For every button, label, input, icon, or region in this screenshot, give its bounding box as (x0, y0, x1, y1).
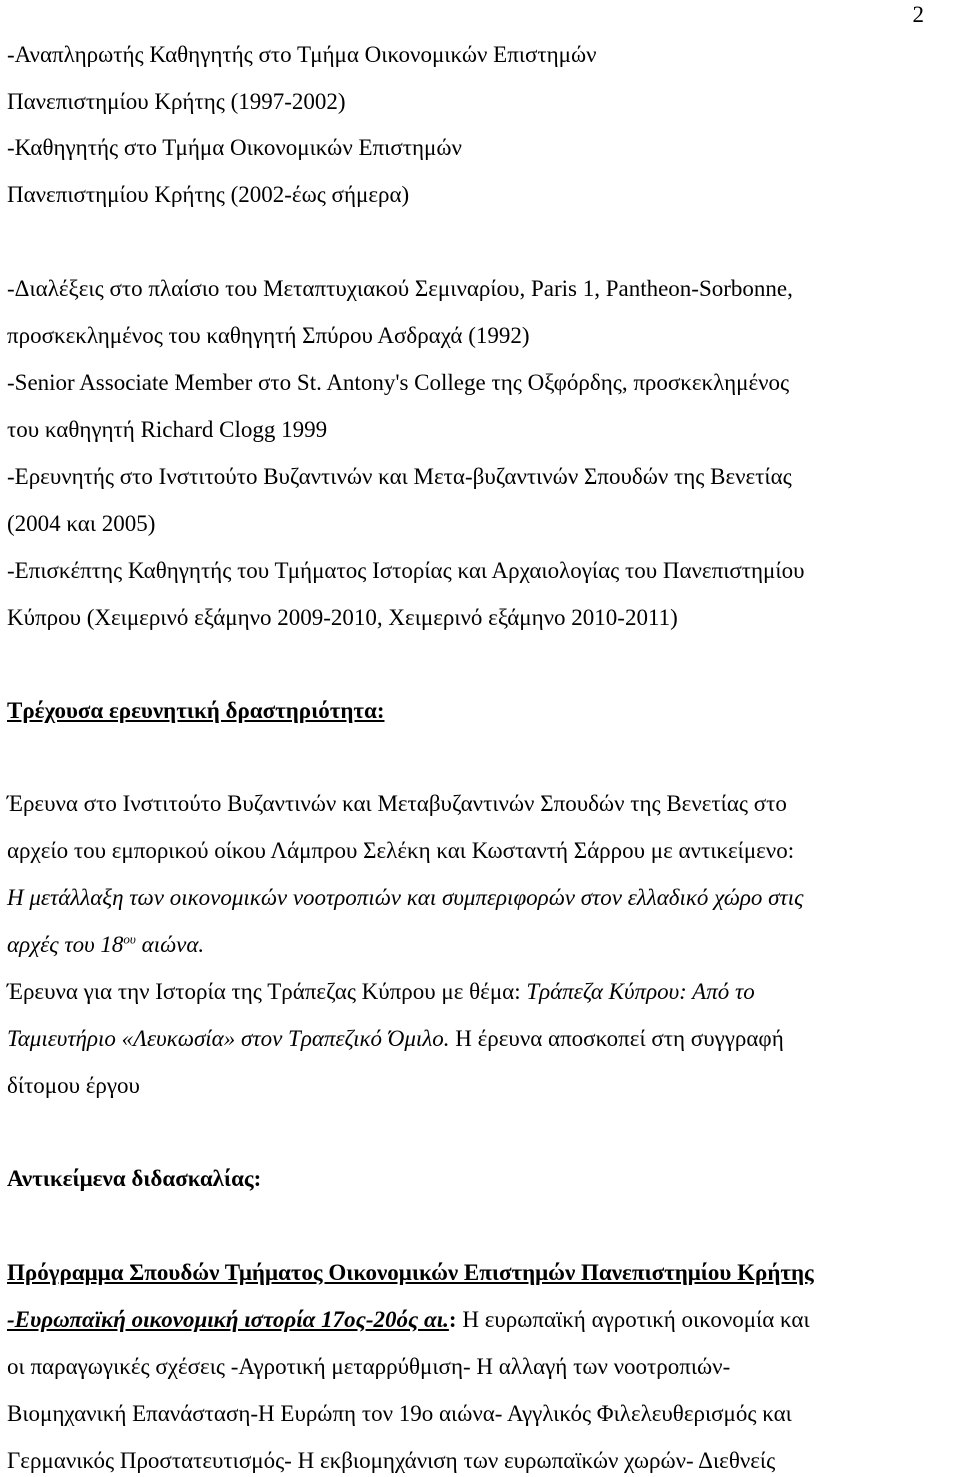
research-topic-text: αρχές του 18 (7, 932, 124, 957)
course-colon: : (448, 1307, 457, 1332)
position-line: -Αναπληρωτής Καθηγητής στο Τμήμα Οικονομικών Επιστημών (7, 42, 597, 67)
research-topic-line (7, 930, 204, 960)
course-description-line: Γερμανικός Προστατευτισμός- Η εκβιομηχάνιση των ευρωπαϊκών χωρών- Διεθνείς (7, 1448, 776, 1473)
course-description: Η ευρωπαϊκή αγροτική οικονομία και (456, 1307, 810, 1332)
research-line (7, 1024, 784, 1054)
research-line: δίτομου έργου (7, 1073, 140, 1098)
research-line: Έρευνα στο Ινστιτούτο Βυζαντινών και Μεταβυζαντινών Σπουδών της Βενετίας στο (7, 791, 787, 816)
activity-line: -Ερευνητής στο Ινστιτούτο Βυζαντινών και Μετα-βυζαντινών Σπουδών της Βενετίας (7, 464, 792, 489)
activity-line: (2004 και 2005) (7, 511, 156, 536)
research-text: Έρευνα για την Ιστορία της Τράπεζας Κύπρου με θέμα: (7, 979, 527, 1004)
research-title: Ταμιευτήριο «Λευκωσία» στον Τραπεζικό Όμιλο. (7, 1026, 450, 1051)
course-title: -Ευρωπαϊκή οικονομική ιστορία 17ος-20ός αι. (7, 1307, 449, 1332)
research-topic-text: αιώνα. (135, 932, 205, 957)
activity-line: -Διαλέξεις στο πλαίσιο του Μεταπτυχιακού Σεμιναρίου, Paris 1, Pantheon-Sorbonne, (7, 276, 793, 301)
ordinal-superscript: ου (123, 931, 136, 947)
research-topic-line: Η μετάλλαξη των οικονομικών νοοτροπιών και συμπεριφορών στον ελλαδικό χώρο στις (7, 885, 804, 910)
course-description-line: Βιομηχανική Επανάσταση-Η Ευρώπη τον 19ο αιώνα- Αγγλικός Φιλελευθερισμός και (7, 1401, 792, 1426)
position-line: -Καθηγητής στο Τμήμα Οικονομικών Επιστημών (7, 135, 462, 160)
teaching-heading: Αντικείμενα διδασκαλίας: (7, 1166, 262, 1191)
activity-line: προσκεκλημένος του καθηγητή Σπύρου Ασδραχά (1992) (7, 323, 530, 348)
activity-line: -Επισκέπτης Καθηγητής του Τμήματος Ιστορίας και Αρχαιολογίας του Πανεπιστημίου (7, 558, 805, 583)
research-line (7, 977, 755, 1007)
page-number: 2 (912, 2, 924, 27)
course-line (7, 1305, 810, 1335)
research-text: Η έρευνα αποσκοπεί στη συγγραφή (449, 1026, 784, 1051)
position-line: Πανεπιστημίου Κρήτης (1997-2002) (7, 89, 346, 114)
course-description-line: οι παραγωγικές σχέσεις -Αγροτική μεταρρύθμιση- Η αλλαγή των νοοτροπιών- (7, 1354, 731, 1379)
activity-line: του καθηγητή Richard Clogg 1999 (7, 417, 328, 442)
position-line: Πανεπιστημίου Κρήτης (2002-έως σήμερα) (7, 182, 410, 207)
activity-line: Κύπρου (Χειμερινό εξάμηνο 2009-2010, Χειμερινό εξάμηνο 2010-2011) (7, 605, 678, 630)
research-title: Τράπεζα Κύπρου: Από το (526, 979, 755, 1004)
program-title: Πρόγραμμα Σπουδών Τμήματος Οικονομικών Επιστημών Πανεπιστημίου Κρήτης (7, 1260, 814, 1285)
activity-line: -Senior Associate Member στο St. Antony's College της Οξφόρδης, προσκεκλημένος (7, 370, 790, 395)
research-line: αρχείο του εμπορικού οίκου Λάμπρου Σελέκη και Κωσταντή Σάρρου με αντικείμενο: (7, 838, 795, 863)
research-heading: Τρέχουσα ερευνητική δραστηριότητα: (7, 698, 385, 723)
